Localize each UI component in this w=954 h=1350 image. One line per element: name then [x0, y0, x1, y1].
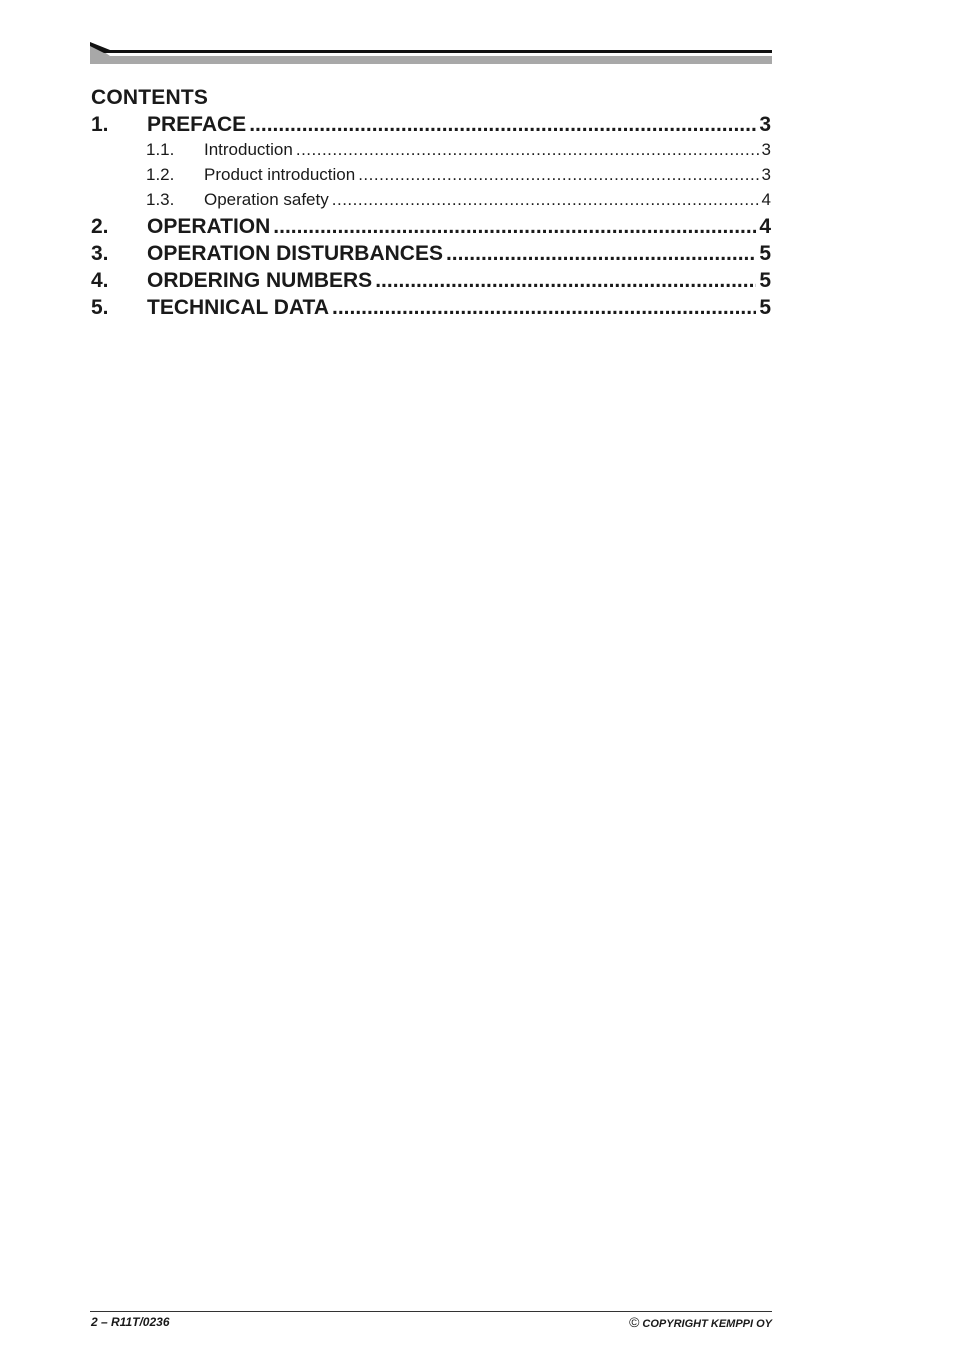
- table-of-contents: [91, 113, 771, 323]
- contents-heading: CONTENTS: [91, 86, 209, 109]
- toc-number: 5.: [91, 296, 109, 319]
- toc-leader-dots: [273, 215, 756, 239]
- toc-title: OPERATION DISTURBANCES: [147, 242, 443, 265]
- toc-page: 4: [761, 190, 771, 209]
- toc-number: 1.: [91, 113, 109, 136]
- toc-page: 5: [759, 269, 771, 292]
- toc-page: 3: [759, 113, 771, 136]
- toc-leader-dots: [358, 165, 758, 185]
- toc-leader-dots: [332, 190, 759, 210]
- toc-page: 3: [761, 165, 771, 184]
- toc-entry[interactable]: [91, 113, 771, 140]
- toc-number: 2.: [91, 215, 109, 238]
- toc-title: OPERATION: [147, 215, 271, 238]
- toc-number: 3.: [91, 242, 109, 265]
- footer-copyright: [629, 1314, 772, 1330]
- toc-title: PREFACE: [147, 113, 247, 136]
- toc-number: 1.1.: [146, 140, 175, 159]
- toc-title: Product introduction: [204, 165, 356, 184]
- toc-subentry[interactable]: [91, 140, 771, 165]
- toc-title: TECHNICAL DATA: [147, 296, 329, 319]
- toc-subentry[interactable]: [91, 190, 771, 215]
- toc-page: 4: [759, 215, 771, 238]
- toc-entry[interactable]: [91, 215, 771, 242]
- footer-page-code: 2 – R11T/0236: [91, 1315, 170, 1329]
- header-bar-dark: [90, 42, 772, 53]
- footer-copyright-text: COPYRIGHT KEMPPI OY: [642, 1318, 772, 1330]
- header-decoration: [90, 40, 772, 70]
- toc-page: 5: [759, 296, 771, 319]
- footer-divider: [90, 1311, 772, 1312]
- toc-title: Operation safety: [204, 190, 329, 209]
- toc-title: Introduction: [204, 140, 293, 159]
- toc-page: 5: [759, 242, 771, 265]
- toc-leader-dots: [375, 269, 756, 293]
- toc-number: 1.3.: [146, 190, 175, 209]
- toc-title: ORDERING NUMBERS: [147, 269, 373, 292]
- copyright-icon: ©: [629, 1314, 640, 1330]
- toc-number: 1.2.: [146, 165, 175, 184]
- toc-leader-dots: [332, 296, 756, 320]
- toc-entry[interactable]: [91, 296, 771, 323]
- toc-page: 3: [761, 140, 771, 159]
- toc-entry[interactable]: [91, 242, 771, 269]
- toc-subentry[interactable]: [91, 165, 771, 190]
- toc-leader-dots: [249, 113, 756, 137]
- toc-number: 4.: [91, 269, 109, 292]
- toc-leader-dots: [446, 242, 756, 266]
- toc-entry[interactable]: [91, 269, 771, 296]
- toc-leader-dots: [296, 140, 759, 160]
